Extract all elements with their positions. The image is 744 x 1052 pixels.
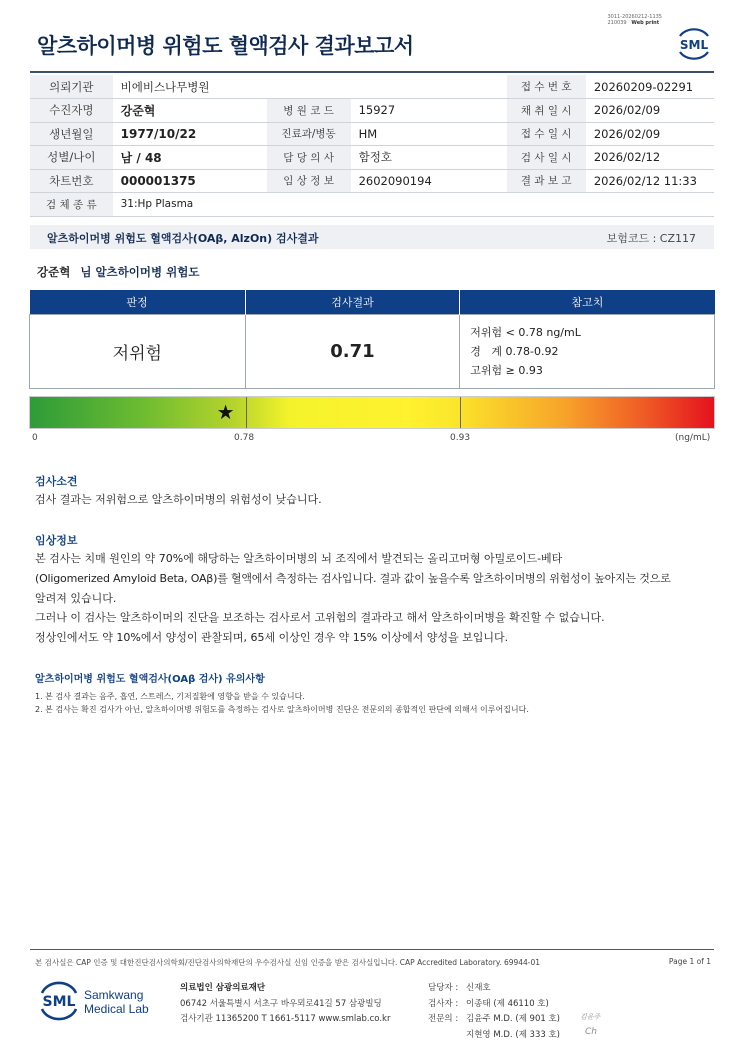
risk-gauge-bar (29, 396, 715, 429)
reference-high: 고위험 ≥ 0.93 (470, 363, 543, 377)
patient-name: 강준혁 (37, 265, 71, 279)
header-reference: 참고치 (460, 290, 715, 314)
document-code: 3011-20260212-1135 210039 Web print (607, 14, 662, 26)
gauge-tick-label: 0 (32, 433, 38, 443)
info-label: 결 과 보 고 (507, 169, 586, 193)
info-value: 000001375 (113, 169, 267, 193)
info-label: 접 수 일 시 (507, 122, 586, 146)
result-marker-star-icon: ★ (216, 400, 235, 424)
staff-info: 담당자 : 신재호 검사자 : 이종태 (제 46110 호) 전문의 : 김윤주 M.D. (제 901 호) 지현영 M.D. (제 333 호) (428, 983, 561, 1040)
gauge-tick-label: 0.93 (450, 433, 471, 443)
page-number: Page 1 of 1 (668, 957, 711, 966)
info-row (30, 99, 714, 123)
info-value: 2026/02/09 (586, 99, 714, 123)
info-label: 담 당 의 사 (267, 146, 351, 170)
result-table (29, 290, 715, 389)
samkwang-logo-text: Samkwang Medical Lab (84, 988, 149, 1016)
info-value: 2026/02/12 11:33 (586, 169, 714, 193)
clinical-line: 본 검사는 치매 원인의 약 70%에 해당하는 알츠하이머병의 뇌 조직에서 발견되는 올리고머형 아밀로이드-베타 (35, 552, 563, 565)
signature: 김윤주 (580, 1013, 601, 1021)
insurance-code: 보험코드 : CZ117 (606, 232, 696, 245)
info-row (30, 75, 714, 99)
info-label: 병 원 코 드 (267, 99, 351, 123)
info-row (30, 122, 714, 146)
section-title: 알츠하이머병 위험도 혈액검사(OAβ, AlzOn) 검사결과 (47, 232, 319, 245)
info-label: 성별/나이 (30, 146, 113, 170)
threshold-divider-high (460, 397, 461, 428)
info-value: 2026/02/12 (586, 146, 714, 170)
info-label: 검 사 일 시 (507, 146, 586, 170)
accreditation-text: 본 검사실은 CAP 인증 및 대한진단검사의학회/진단검사의학재단의 우수검사실 신임 인증을 받은 검사실입니다. CAP Accredited Laboratory. 69944-01 (35, 958, 541, 967)
reference-border: 경 계 0.78-0.92 (470, 344, 559, 358)
info-value: 15927 (351, 99, 507, 123)
gauge-tick-label: 0.78 (234, 433, 255, 443)
result-value: 0.71 (245, 314, 460, 388)
clinical-text (35, 549, 715, 648)
clinical-line: (Oligomerized Amyloid Beta, OAβ)를 혈액에서 측정하는 검사입니다. 결과 값이 높을수록 알츠하이머병의 위험성이 높아지는 것으로 (35, 571, 671, 585)
info-value: 남 / 48 (113, 146, 267, 170)
footer-divider (30, 949, 714, 950)
clinical-line: 알려져 있습니다. (35, 591, 117, 605)
organization-info: 의료법인 삼광의료재단 06742 서울특별시 서초구 바우뫼로41길 57 삼광빌딩 검사기관 11365200 T 1661-5117 www.smlab.co.kr (180, 983, 391, 1024)
svg-text:SML: SML (42, 994, 76, 1010)
caution-notes (35, 690, 529, 716)
header-result: 검사결과 (245, 290, 460, 314)
risk-heading-text: 님 알츠하이머병 위험도 (80, 265, 200, 279)
caution-line: 2. 본 검사는 확진 검사가 아닌, 알츠하이머병 위험도를 측정하는 검사로 알츠하이머병 진단은 전문의의 종합적인 판단에 의해서 이루어집니다. (35, 705, 529, 714)
info-value: 31:Hp Plasma (113, 193, 714, 217)
info-label: 수진자명 (30, 99, 113, 123)
info-label: 임 상 정 보 (267, 169, 351, 193)
finding-heading: 검사소견 (35, 475, 78, 488)
info-value: HM (351, 122, 507, 146)
info-label: 차트번호 (30, 169, 113, 193)
patient-info-table (30, 75, 714, 217)
threshold-divider-low (246, 397, 247, 428)
info-value: 함정호 (351, 146, 507, 170)
info-value: 20260209-02291 (586, 75, 714, 99)
clinical-line: 그러나 이 검사는 알츠하이머의 진단을 보조하는 검사로서 고위험의 결과라고 해서 알츠하이머병을 확진할 수 없습니다. (35, 611, 605, 625)
sml-logo (674, 26, 714, 62)
caution-heading: 알츠하이머병 위험도 혈액검사(OAβ 검사) 유의사항 (35, 674, 265, 685)
info-row (30, 146, 714, 170)
clinical-line: 정상인에서도 약 10%에서 양성이 관찰되며, 65세 이상인 경우 약 15% 이상에서 양성을 보입니다. (35, 631, 509, 645)
header-judgement: 판정 (30, 290, 246, 314)
samkwang-logo (36, 980, 82, 1022)
result-section-header (30, 225, 714, 249)
info-label: 진료과/병동 (267, 122, 351, 146)
finding-text: 검사 결과는 저위험으로 알츠하이머병의 위험성이 낮습니다. (35, 493, 322, 506)
patient-risk-heading (37, 264, 199, 280)
info-label: 생년월일 (30, 122, 113, 146)
judgement-value: 저위험 (30, 314, 246, 388)
info-value: 1977/10/22 (113, 122, 267, 146)
gauge-unit-label: (ng/mL) (675, 433, 711, 443)
info-label: 접 수 번 호 (507, 75, 586, 99)
reference-values (460, 314, 715, 388)
info-label: 채 취 일 시 (507, 99, 586, 123)
page-title: 알츠하이머병 위험도 혈액검사 결과보고서 (37, 34, 414, 58)
info-value: 비에비스나무병원 (113, 75, 507, 99)
info-value: 2026/02/09 (586, 122, 714, 146)
caution-line: 1. 본 검사 결과는 음주, 흡연, 스트레스, 기저질환에 영향을 받을 수 있습니다. (35, 692, 305, 701)
info-value: 2602090194 (351, 169, 507, 193)
signature: Ch (585, 1027, 597, 1037)
svg-text:SML: SML (679, 38, 709, 52)
info-row (30, 169, 714, 193)
clinical-heading: 임상정보 (35, 534, 78, 547)
info-label: 검 체 종 류 (30, 193, 113, 217)
title-divider (30, 71, 714, 73)
info-row (30, 193, 714, 217)
reference-low: 저위험 < 0.78 ng/mL (470, 325, 581, 339)
info-label: 의뢰기관 (30, 75, 113, 99)
info-value: 강준혁 (113, 99, 267, 123)
